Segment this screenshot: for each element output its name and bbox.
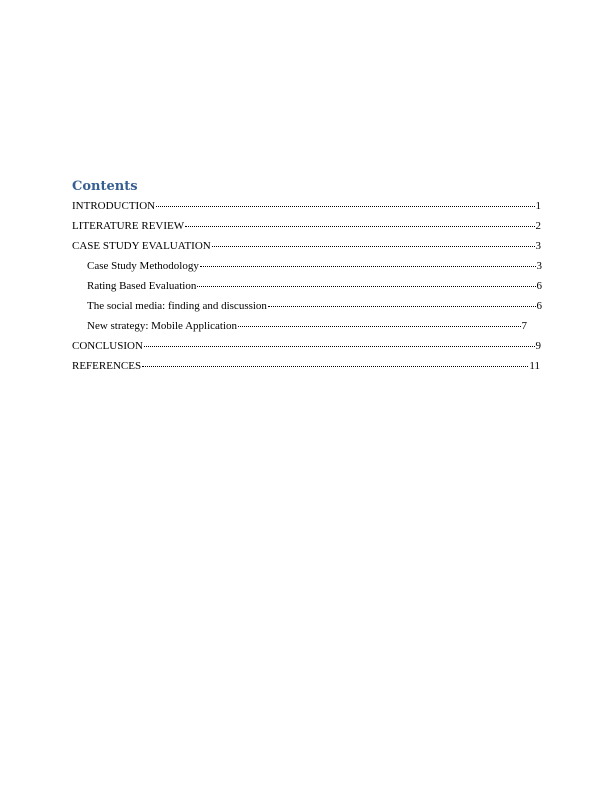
toc-dot-leader [212,236,535,249]
toc-entry-case-study-evaluation[interactable] [72,236,541,252]
toc-dot-leader [238,316,521,329]
toc-entry-title: INTRODUCTION [72,200,156,212]
toc-dot-leader [144,336,535,349]
toc-page-number: 1 [535,200,541,212]
toc-page-number: 7 [521,320,527,332]
toc-dot-leader [185,216,534,229]
toc-entry-case-study-methodology[interactable] [87,256,542,272]
toc-entry-social-media-finding[interactable] [87,296,542,312]
toc-page-number: 6 [536,300,542,312]
toc-entry-title: Case Study Methodology [87,260,199,272]
toc-page-number: 6 [536,280,542,292]
toc-entry-title: New strategy: Mobile Application [87,320,237,332]
toc-dot-leader [142,356,528,369]
toc-page-number: 11 [529,360,540,372]
toc-entry-title: Rating Based Evaluation [87,280,197,292]
toc-dot-leader [197,276,535,289]
toc-list [72,196,542,372]
toc-page-number: 2 [535,220,541,232]
toc-heading: Contents [72,179,138,194]
toc-entry-title: REFERENCES [72,360,142,372]
toc-page-number: 9 [535,340,541,352]
toc-entry-conclusion[interactable] [72,336,541,352]
toc-entry-new-strategy[interactable] [87,316,527,332]
toc-entry-title: CASE STUDY EVALUATION [72,240,211,252]
toc-entry-introduction[interactable] [72,196,541,212]
toc-entry-title: CONCLUSION [72,340,143,352]
toc-dot-leader [156,196,534,209]
toc-dot-leader [268,296,536,309]
toc-entry-references[interactable] [72,356,540,372]
table-of-contents [72,178,542,376]
toc-page-number: 3 [536,260,542,272]
toc-entry-rating-based-evaluation[interactable] [87,276,542,292]
toc-page-number: 3 [535,240,541,252]
toc-entry-title: LITERATURE REVIEW [72,220,185,232]
toc-entry-literature-review[interactable] [72,216,541,232]
toc-entry-title: The social media: finding and discussion [87,300,267,312]
toc-dot-leader [200,256,536,269]
